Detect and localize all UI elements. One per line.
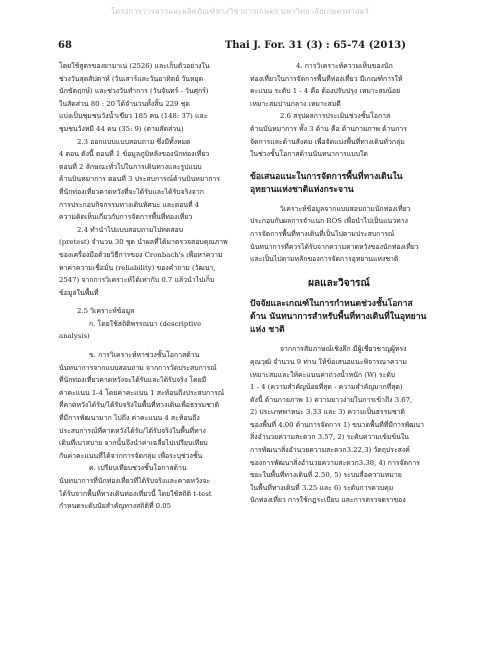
text-line: เหมาะสมปานกลาง เหมาะสมดี xyxy=(250,99,341,108)
paragraph-pretest xyxy=(59,224,237,300)
paragraph-recommendations xyxy=(250,203,428,266)
text-line: ประกอบกับผลการจำแนก ROS เพื่อนำไปเป็นแนวทาง xyxy=(250,217,408,226)
section-heading-recommendations: ข้อเสนอแนะในการจัดการพื้นที่ทางเดินใน อุทยานแห่งชาติแห่งกระจาน xyxy=(250,171,403,195)
text-line: 1 - 4 (ความสำคัญน้อยที่สุด - ความสำคัญมากที่สุด) xyxy=(250,383,403,392)
text-line: จัดการและด้านสังคม เพื่อจัดแบ่งพื้นที่ทางเดินทั่วกลุ่ม xyxy=(250,137,405,146)
text-line: ในช่วงชั้นโอกาสด้านนันทนาการแบบใด xyxy=(250,150,368,159)
text-line: ที่นักท่องเที่ยวคาดหวังที่จะได้รับและได้รับจริงจาก xyxy=(59,187,204,196)
text-line: analysis) xyxy=(59,332,90,341)
text-line: นันทนาการที่ควรได้รับจากความคาดหวังของนักท่องเที่ยว xyxy=(250,242,419,251)
paragraph-analysis-heading xyxy=(59,305,237,318)
text-line: ในพื้นที่ทางเดินที่ 3.25 และ 6) ระดับการควบคุม xyxy=(250,483,394,492)
text-line: การพัฒนาสิ่งอำนวยความสะดวก3.22,3) วัตถุประสงค์ xyxy=(250,446,410,455)
text-line: เดินที่เบาสบาย จากนั้นจึงนำค่าเฉลี่ยไปเปรียบเทียบ xyxy=(59,439,208,448)
text-line: นักขัตฤกษ์) และช่วงวันทำการ (วันจันทร์ - วันศุกร์) xyxy=(59,87,209,96)
text-line: โดยใช้สูตรของยามาเน่ (2526) และเก็บตัวอย่างใน xyxy=(59,62,210,70)
text-line: นันทนาการที่นักท่องเที่ยวที่ได้รับจริงและคาดหวังจะ xyxy=(59,477,211,485)
text-line: และเป็นไปตามหลักของการจัดการอุทยานแห่งชาติ xyxy=(250,255,399,264)
paragraph-ttest xyxy=(59,462,237,512)
text-line: (pretest) จำนวน 30 ชุด นำผลที่ได้มาตรวจสอบคุณภาพ xyxy=(59,238,228,247)
right-column xyxy=(250,60,428,507)
text-line: 2547) จากการวิเคราะห์ได้เท่ากับ 0.7 แล้วนำไปเก็บ xyxy=(59,276,215,285)
text-line: ค่าคะแนน 1-4 โดยค่าคะแนน 1 สะท้อนถึงประสบการณ์ xyxy=(59,388,225,397)
text-line: ช่วงวันสุดสัปดาห์ (วันเสาร์และวันอาทิตย์ วันหยุด xyxy=(59,74,204,83)
text-line: ข. การวิเคราะห์หาช่วงชั้นโอกาสด้าน xyxy=(89,351,200,360)
text-line: ท่องเที่ยวในการจัดการพื้นที่ท่องเที่ยว มีเกณฑ์การให้ xyxy=(250,74,403,83)
watermark-text: โครงการวารสารและผลิตภัณฑ์ทางวิชาการเกษตร มหาวิทยาลัยเกษตรศาสตร์ xyxy=(110,7,370,16)
text-line: ที่คาดหวังได้รับ/ได้รับจริงในพื้นที่ทางเดินเพื่อธรรมชาติ xyxy=(59,401,220,410)
text-line: 2.3 ออกแบบแบบสอบถาม ซึ่งมีทั้งหมด xyxy=(77,137,191,146)
paragraph-questionnaire-design xyxy=(59,136,237,224)
text-line: หาค่าความเชื่อมั่น (reliability) ของคำถาม (วัฒนา, xyxy=(59,263,216,272)
text-line: คะแนน ระดับ 1 - 4 คือ ต้องปรับปรุง เหมาะสมน้อย xyxy=(250,87,401,96)
text-line: ประสบการณ์ที่คาดหวังได้รับ/ได้รับจริงในพื้นที่ทาง xyxy=(59,426,206,435)
journal-citation: Thai J. For. 31 (3) : 65-74 (2013) xyxy=(224,40,406,51)
section-heading-results: ผลและวิจารณ์ xyxy=(308,277,370,289)
text-line: ได้รับจากพื้นที่ทางเดินท่องเที่ยวนี้ โดยใช้สถิติ t-test xyxy=(59,489,212,498)
text-line: ข้อมูลในพื้นที่ xyxy=(59,288,99,297)
paragraph-ros-summary xyxy=(250,110,428,160)
text-line: ด้านบันหมาการ ทั้ง 3 ด้าน คือ ด้านกายภาพ ด้านการ xyxy=(250,124,407,133)
text-line: ในสัดส่วน 80 : 20 ได้จำนวนทั้งสิ้น 229 ชุด xyxy=(59,99,190,108)
text-line: ด้านบินหมาการ ตอนที่ 3 ประสบการณ์ด้านบินหมาการ xyxy=(59,175,220,184)
text-line: กำหนดระดับนัยสำคัญทางสถิติที่ 0.05 xyxy=(59,502,172,511)
text-line: สิ่งอำนวยความสะดวก 3.57, 2) ระดับความเข้มข้นใน xyxy=(250,433,409,442)
section-heading-factors: ปัจจัยและเกณฑ์ในการกำหนดช่วงชั้นโอกาสด้าน นันทนาการสำหรับพื้นที่ทางเดินที่ในอุทยานแห่ง ชาติ xyxy=(250,299,427,336)
paragraph-ros-analysis xyxy=(59,349,237,462)
text-line: ของการพัฒนาสิ่งอำนวยความสะดวก3.38, 4) การจัดการ xyxy=(250,458,420,467)
text-line: 2.4 ทำนำไปแบบสอบถามไปทดสอบ xyxy=(77,225,184,234)
text-line: ที่นักท่องเที่ยวคาดหวังจะได้รับและได้รับจริง โดยมี xyxy=(59,376,207,385)
text-line: 2) ประเภทพาหนะ 3.33 และ 3) ความเป็นธรรมชาติ xyxy=(250,408,405,417)
text-line: ก. โดยใช้สถิติพรรณนา (descriptive xyxy=(89,319,202,328)
text-line: 2.5 วิเคราะห์ข้อมูล xyxy=(77,307,135,316)
text-line: ของพื้นที่ 4.00 ด้านการจัดการ 1) ขนาดพื้นที่ที่มีการพัฒนา xyxy=(250,420,424,429)
paragraph-sampling xyxy=(59,60,237,136)
text-line: ชุมชนวังหมี 44 คน (35: 9) (ตามสัดส่วน) xyxy=(59,124,184,133)
text-line: การประกอบกิจกรรมทางเดินทัศนะ และตอนที่ 4 xyxy=(59,200,200,209)
text-line: จากการสัมภาษณ์เชิงลึก มีผู้เชี่ยวชาญผู้ทรง xyxy=(280,345,407,354)
text-line: นักท่องเที่ยว การใช้กฎระเบียบ และการตรวจตราของ xyxy=(250,496,406,505)
paragraph-expert-interview xyxy=(250,343,428,507)
text-line: แบ่งเป็นชุมชนวังน้ำเขียว 185 คน (148: 37) และ xyxy=(59,112,208,121)
text-line: วิเคราะห์ข้อมูลจากแบบสอบถามนักท่องเที่ยว xyxy=(280,204,411,213)
text-line: กับค่าคะแนนที่ได้จากการจัดกลุ่ม เพื่อระบุช่วงชั้น xyxy=(59,451,203,460)
text-line: 4. การวิเคราะห์ความเห็นของนัก xyxy=(296,62,393,70)
text-line: ตอนที่ 2 ลักษณะทั่วไปในการเดินทางและรูปแบบ xyxy=(59,162,202,171)
text-line: 2.6 สรุปผลการประเมินช่วงชั้นโอกาส xyxy=(280,112,391,121)
text-line: คุณวุฒิ จำนวน 9 ท่าน ให้ข้อเสนอแนะพิจารณาความ xyxy=(250,357,407,366)
page-number: 68 xyxy=(58,40,72,51)
text-line: ค. เปรียบเทียบช่วงชั้นโอกาสด้าน xyxy=(89,464,187,473)
text-line: เหมาะสมและให้คะแนนค่าถ่วงน้ำหนัก (W) ระดับ xyxy=(250,370,396,379)
left-column xyxy=(59,60,237,513)
text-line: ขยะในพื้นที่ทางเดินที่ 2.50, 5) ระบบสื่อความหมาย xyxy=(250,471,402,480)
text-line: ดังนี้ ด้านกายภาพ 1) ความยาวง่ายในการเข้าถึง 3.67, xyxy=(250,395,413,404)
text-line: การจัดการพื้นที่ทางเดินที่เป็นไปตามประสบการณ์ xyxy=(250,229,395,238)
text-line: ที่มีการพัฒนามาก ไปถึง ค่าคะแนน 4 สะท้อนถึง xyxy=(59,414,200,423)
text-line: นันทนาการจากแบบสอบถาม จากการวัดประสบการณ์ xyxy=(59,363,217,372)
text-line: ของเครื่องมือด้วยวิธีการของ Cronbach's เพื่อหาความ xyxy=(59,250,223,259)
paragraph-descriptive xyxy=(59,318,237,343)
text-line: 4 ตอน ดังนี้ ตอนที่ 1 ข้อมูลภูมิหลังของนักท่องเที่ยว xyxy=(59,150,210,159)
paragraph-opinion-scoring xyxy=(250,60,428,110)
text-line: ความคิดเห็นเกี่ยวกับการจัดการพื้นที่ท่องเที่ยว xyxy=(59,213,193,222)
